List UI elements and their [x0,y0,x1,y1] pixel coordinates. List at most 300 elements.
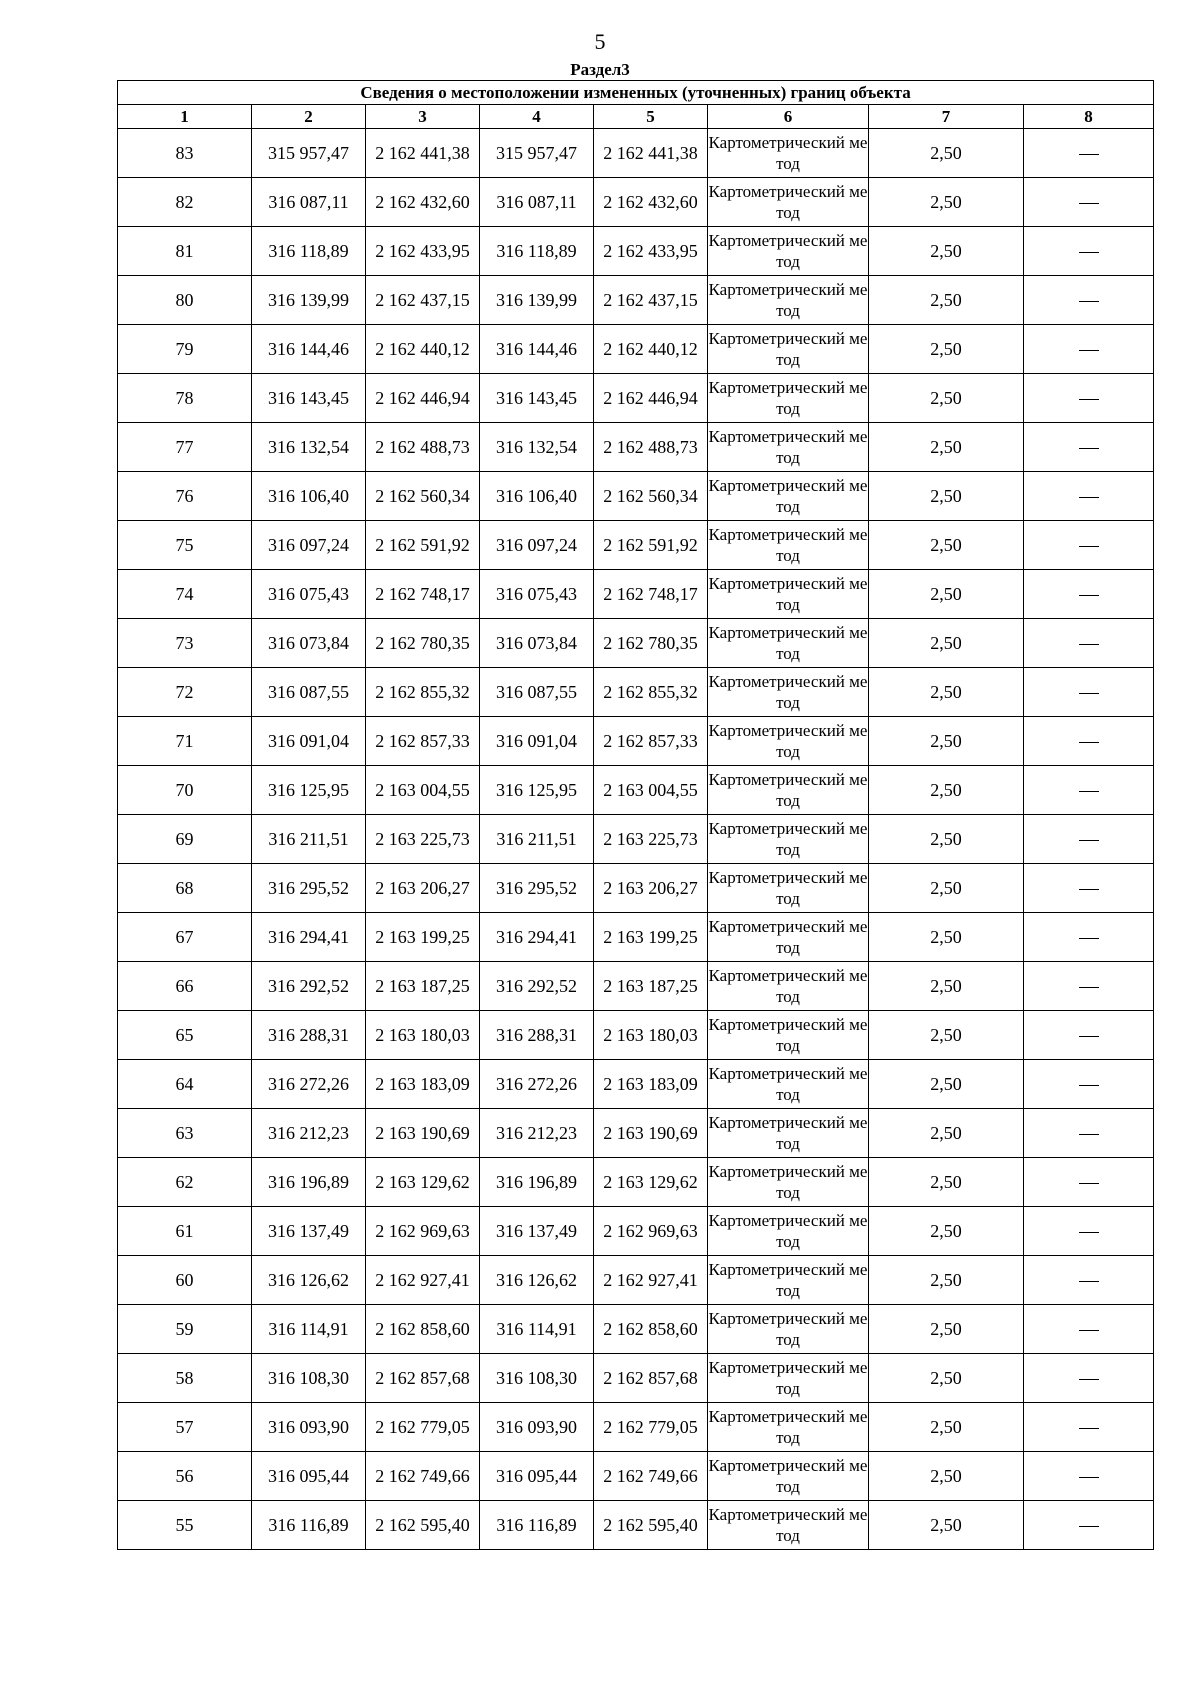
point-number-cell: 82 [118,178,252,227]
y-new-cell: 2 162 749,66 [594,1452,708,1501]
dash-mark [1079,791,1099,792]
method-cell: Картометрический метод [708,913,869,962]
y-new-cell: 2 162 488,73 [594,423,708,472]
x-new-cell: 316 095,44 [480,1452,594,1501]
x-new-cell: 316 091,04 [480,717,594,766]
dash-mark [1079,301,1099,302]
y-old-cell: 2 162 560,34 [366,472,480,521]
x-old-cell: 316 294,41 [252,913,366,962]
y-old-cell: 2 163 187,25 [366,962,480,1011]
y-old-cell: 2 163 206,27 [366,864,480,913]
y-new-cell: 2 162 969,63 [594,1207,708,1256]
column-header: 3 [366,105,480,129]
x-old-cell: 316 106,40 [252,472,366,521]
point-number-cell: 75 [118,521,252,570]
y-old-cell: 2 162 748,17 [366,570,480,619]
method-cell: Картометрический метод [708,423,869,472]
y-old-cell: 2 163 190,69 [366,1109,480,1158]
x-old-cell: 316 095,44 [252,1452,366,1501]
accuracy-cell: 2,50 [869,178,1024,227]
dash-mark [1079,742,1099,743]
y-old-cell: 2 162 595,40 [366,1501,480,1550]
point-number-cell: 63 [118,1109,252,1158]
y-old-cell: 2 162 927,41 [366,1256,480,1305]
description-cell [1024,864,1154,913]
y-new-cell: 2 162 591,92 [594,521,708,570]
description-cell [1024,374,1154,423]
table-row [118,717,1154,766]
table-row [118,374,1154,423]
point-number-cell: 72 [118,668,252,717]
y-old-cell: 2 162 857,68 [366,1354,480,1403]
table-row [118,1011,1154,1060]
x-old-cell: 316 144,46 [252,325,366,374]
accuracy-cell: 2,50 [869,1109,1024,1158]
dash-mark [1079,154,1099,155]
y-old-cell: 2 162 780,35 [366,619,480,668]
method-cell: Картометрический метод [708,276,869,325]
table-row [118,1305,1154,1354]
x-old-cell: 316 132,54 [252,423,366,472]
table-row [118,766,1154,815]
x-old-cell: 316 143,45 [252,374,366,423]
x-new-cell: 316 211,51 [480,815,594,864]
accuracy-cell: 2,50 [869,227,1024,276]
description-cell [1024,766,1154,815]
table-row [118,472,1154,521]
coordinates-table [117,80,1154,1550]
x-new-cell: 316 093,90 [480,1403,594,1452]
y-old-cell: 2 162 969,63 [366,1207,480,1256]
description-cell [1024,472,1154,521]
description-cell [1024,1256,1154,1305]
description-cell [1024,815,1154,864]
table-caption: Сведения о местоположении измененных (уточненных) границ объекта [118,81,1154,105]
description-cell [1024,1011,1154,1060]
x-new-cell: 316 097,24 [480,521,594,570]
dash-mark [1079,938,1099,939]
method-cell: Картометрический метод [708,962,869,1011]
method-cell: Картометрический метод [708,619,869,668]
point-number-cell: 64 [118,1060,252,1109]
method-cell: Картометрический метод [708,1011,869,1060]
dash-mark [1079,1036,1099,1037]
y-new-cell: 2 163 225,73 [594,815,708,864]
x-old-cell: 316 091,04 [252,717,366,766]
accuracy-cell: 2,50 [869,129,1024,178]
section-title: Раздел3 [570,60,630,79]
accuracy-cell: 2,50 [869,1060,1024,1109]
y-new-cell: 2 163 187,25 [594,962,708,1011]
dash-mark [1079,693,1099,694]
dash-mark [1079,1281,1099,1282]
column-header: 2 [252,105,366,129]
table-row [118,276,1154,325]
y-old-cell: 2 162 440,12 [366,325,480,374]
point-number-cell: 71 [118,717,252,766]
dash-mark [1079,1526,1099,1527]
method-cell: Картометрический метод [708,815,869,864]
table-row [118,1452,1154,1501]
table-row [118,1354,1154,1403]
method-cell: Картометрический метод [708,227,869,276]
description-cell [1024,521,1154,570]
method-cell: Картометрический метод [708,766,869,815]
table-row [118,1403,1154,1452]
accuracy-cell: 2,50 [869,913,1024,962]
dash-mark [1079,595,1099,596]
point-number-cell: 80 [118,276,252,325]
point-number-cell: 69 [118,815,252,864]
x-old-cell: 316 114,91 [252,1305,366,1354]
table-row [118,1109,1154,1158]
y-new-cell: 2 162 927,41 [594,1256,708,1305]
method-cell: Картометрический метод [708,472,869,521]
point-number-cell: 58 [118,1354,252,1403]
description-cell [1024,570,1154,619]
x-new-cell: 316 272,26 [480,1060,594,1109]
description-cell [1024,1207,1154,1256]
table-row [118,962,1154,1011]
point-number-cell: 61 [118,1207,252,1256]
method-cell: Картометрический метод [708,1354,869,1403]
table-row [118,913,1154,962]
method-cell: Картометрический метод [708,1207,869,1256]
x-new-cell: 316 114,91 [480,1305,594,1354]
point-number-cell: 83 [118,129,252,178]
accuracy-cell: 2,50 [869,276,1024,325]
accuracy-cell: 2,50 [869,668,1024,717]
y-new-cell: 2 162 857,68 [594,1354,708,1403]
accuracy-cell: 2,50 [869,1011,1024,1060]
description-cell [1024,619,1154,668]
accuracy-cell: 2,50 [869,472,1024,521]
x-old-cell: 316 093,90 [252,1403,366,1452]
table-row [118,1158,1154,1207]
table-body [118,129,1154,1550]
y-old-cell: 2 162 857,33 [366,717,480,766]
table-row [118,668,1154,717]
method-cell: Картометрический метод [708,1060,869,1109]
y-new-cell: 2 163 190,69 [594,1109,708,1158]
y-new-cell: 2 162 857,33 [594,717,708,766]
description-cell [1024,325,1154,374]
x-old-cell: 316 196,89 [252,1158,366,1207]
accuracy-cell: 2,50 [869,521,1024,570]
method-cell: Картометрический метод [708,717,869,766]
point-number-cell: 60 [118,1256,252,1305]
x-old-cell: 316 125,95 [252,766,366,815]
x-old-cell: 316 295,52 [252,864,366,913]
y-new-cell: 2 163 129,62 [594,1158,708,1207]
y-old-cell: 2 162 488,73 [366,423,480,472]
description-cell [1024,1158,1154,1207]
y-new-cell: 2 162 441,38 [594,129,708,178]
accuracy-cell: 2,50 [869,962,1024,1011]
y-old-cell: 2 162 858,60 [366,1305,480,1354]
method-cell: Картометрический метод [708,1501,869,1550]
accuracy-cell: 2,50 [869,1256,1024,1305]
dash-mark [1079,399,1099,400]
y-new-cell: 2 162 858,60 [594,1305,708,1354]
column-header: 5 [594,105,708,129]
description-cell [1024,178,1154,227]
dash-mark [1079,546,1099,547]
dash-mark [1079,1183,1099,1184]
x-old-cell: 316 211,51 [252,815,366,864]
x-old-cell: 316 288,31 [252,1011,366,1060]
accuracy-cell: 2,50 [869,717,1024,766]
accuracy-cell: 2,50 [869,374,1024,423]
description-cell [1024,1354,1154,1403]
method-cell: Картометрический метод [708,178,869,227]
table-row [118,1256,1154,1305]
table-row [118,1207,1154,1256]
y-old-cell: 2 162 433,95 [366,227,480,276]
table-row [118,864,1154,913]
x-new-cell: 316 125,95 [480,766,594,815]
dash-mark [1079,1428,1099,1429]
table-row [118,227,1154,276]
y-new-cell: 2 163 206,27 [594,864,708,913]
x-new-cell: 316 139,99 [480,276,594,325]
table-row [118,815,1154,864]
y-old-cell: 2 162 749,66 [366,1452,480,1501]
y-old-cell: 2 163 129,62 [366,1158,480,1207]
dash-mark [1079,1085,1099,1086]
description-cell [1024,717,1154,766]
x-old-cell: 316 292,52 [252,962,366,1011]
dash-mark [1079,987,1099,988]
description-cell [1024,1403,1154,1452]
accuracy-cell: 2,50 [869,1501,1024,1550]
x-old-cell: 316 075,43 [252,570,366,619]
accuracy-cell: 2,50 [869,1403,1024,1452]
y-old-cell: 2 162 446,94 [366,374,480,423]
method-cell: Картометрический метод [708,374,869,423]
y-old-cell: 2 163 004,55 [366,766,480,815]
x-new-cell: 316 087,55 [480,668,594,717]
x-old-cell: 316 087,55 [252,668,366,717]
point-number-cell: 79 [118,325,252,374]
dash-mark [1079,350,1099,351]
column-header: 7 [869,105,1024,129]
accuracy-cell: 2,50 [869,1354,1024,1403]
method-cell: Картометрический метод [708,521,869,570]
point-number-cell: 76 [118,472,252,521]
dash-mark [1079,1379,1099,1380]
table-row [118,178,1154,227]
dash-mark [1079,1134,1099,1135]
y-old-cell: 2 162 779,05 [366,1403,480,1452]
description-cell [1024,1060,1154,1109]
accuracy-cell: 2,50 [869,325,1024,374]
y-old-cell: 2 162 437,15 [366,276,480,325]
dash-mark [1079,644,1099,645]
method-cell: Картометрический метод [708,570,869,619]
x-new-cell: 316 075,43 [480,570,594,619]
y-new-cell: 2 162 560,34 [594,472,708,521]
method-cell: Картометрический метод [708,1256,869,1305]
y-new-cell: 2 162 780,35 [594,619,708,668]
x-new-cell: 316 116,89 [480,1501,594,1550]
column-number-row [118,105,1154,129]
x-old-cell: 316 272,26 [252,1060,366,1109]
x-new-cell: 316 295,52 [480,864,594,913]
method-cell: Картометрический метод [708,864,869,913]
description-cell [1024,962,1154,1011]
x-new-cell: 315 957,47 [480,129,594,178]
method-cell: Картометрический метод [708,1158,869,1207]
x-old-cell: 316 073,84 [252,619,366,668]
table-row [118,521,1154,570]
page-number: 5 [594,29,606,54]
y-old-cell: 2 163 199,25 [366,913,480,962]
description-cell [1024,276,1154,325]
accuracy-cell: 2,50 [869,815,1024,864]
column-header: 4 [480,105,594,129]
point-number-cell: 55 [118,1501,252,1550]
y-new-cell: 2 162 437,15 [594,276,708,325]
table-row [118,325,1154,374]
table-row [118,1501,1154,1550]
method-cell: Картометрический метод [708,325,869,374]
y-new-cell: 2 162 855,32 [594,668,708,717]
point-number-cell: 78 [118,374,252,423]
table-row [118,619,1154,668]
x-new-cell: 316 288,31 [480,1011,594,1060]
dash-mark [1079,448,1099,449]
x-old-cell: 316 097,24 [252,521,366,570]
x-new-cell: 316 132,54 [480,423,594,472]
accuracy-cell: 2,50 [869,423,1024,472]
y-old-cell: 2 162 432,60 [366,178,480,227]
accuracy-cell: 2,50 [869,1207,1024,1256]
accuracy-cell: 2,50 [869,570,1024,619]
accuracy-cell: 2,50 [869,1452,1024,1501]
x-new-cell: 316 126,62 [480,1256,594,1305]
point-number-cell: 73 [118,619,252,668]
description-cell [1024,1452,1154,1501]
method-cell: Картометрический метод [708,1109,869,1158]
x-old-cell: 316 126,62 [252,1256,366,1305]
method-cell: Картометрический метод [708,1452,869,1501]
accuracy-cell: 2,50 [869,1305,1024,1354]
column-header: 6 [708,105,869,129]
point-number-cell: 70 [118,766,252,815]
y-new-cell: 2 162 433,95 [594,227,708,276]
y-new-cell: 2 163 183,09 [594,1060,708,1109]
y-old-cell: 2 162 441,38 [366,129,480,178]
table-row [118,570,1154,619]
dash-mark [1079,203,1099,204]
table-row [118,423,1154,472]
method-cell: Картометрический метод [708,1403,869,1452]
accuracy-cell: 2,50 [869,766,1024,815]
x-old-cell: 316 108,30 [252,1354,366,1403]
dash-mark [1079,840,1099,841]
table-row [118,129,1154,178]
x-old-cell: 316 116,89 [252,1501,366,1550]
point-number-cell: 68 [118,864,252,913]
x-new-cell: 316 292,52 [480,962,594,1011]
point-number-cell: 65 [118,1011,252,1060]
description-cell [1024,668,1154,717]
y-old-cell: 2 163 225,73 [366,815,480,864]
point-number-cell: 59 [118,1305,252,1354]
description-cell [1024,423,1154,472]
description-cell [1024,1501,1154,1550]
x-new-cell: 316 137,49 [480,1207,594,1256]
x-new-cell: 316 196,89 [480,1158,594,1207]
point-number-cell: 56 [118,1452,252,1501]
y-old-cell: 2 162 855,32 [366,668,480,717]
dash-mark [1079,1330,1099,1331]
y-old-cell: 2 163 183,09 [366,1060,480,1109]
x-new-cell: 316 106,40 [480,472,594,521]
x-new-cell: 316 108,30 [480,1354,594,1403]
point-number-cell: 74 [118,570,252,619]
accuracy-cell: 2,50 [869,864,1024,913]
x-old-cell: 316 212,23 [252,1109,366,1158]
x-new-cell: 316 144,46 [480,325,594,374]
y-new-cell: 2 162 779,05 [594,1403,708,1452]
y-new-cell: 2 162 446,94 [594,374,708,423]
point-number-cell: 67 [118,913,252,962]
x-old-cell: 316 087,11 [252,178,366,227]
x-old-cell: 315 957,47 [252,129,366,178]
description-cell [1024,129,1154,178]
dash-mark [1079,889,1099,890]
y-old-cell: 2 162 591,92 [366,521,480,570]
method-cell: Картометрический метод [708,668,869,717]
column-header: 8 [1024,105,1154,129]
method-cell: Картометрический метод [708,129,869,178]
dash-mark [1079,1477,1099,1478]
column-header: 1 [118,105,252,129]
x-new-cell: 316 073,84 [480,619,594,668]
point-number-cell: 77 [118,423,252,472]
x-new-cell: 316 212,23 [480,1109,594,1158]
point-number-cell: 81 [118,227,252,276]
x-old-cell: 316 137,49 [252,1207,366,1256]
dash-mark [1079,252,1099,253]
accuracy-cell: 2,50 [869,1158,1024,1207]
point-number-cell: 66 [118,962,252,1011]
x-new-cell: 316 118,89 [480,227,594,276]
x-new-cell: 316 087,11 [480,178,594,227]
y-new-cell: 2 162 432,60 [594,178,708,227]
description-cell [1024,1305,1154,1354]
method-cell: Картометрический метод [708,1305,869,1354]
x-new-cell: 316 143,45 [480,374,594,423]
point-number-cell: 57 [118,1403,252,1452]
x-new-cell: 316 294,41 [480,913,594,962]
y-new-cell: 2 162 748,17 [594,570,708,619]
x-old-cell: 316 118,89 [252,227,366,276]
accuracy-cell: 2,50 [869,619,1024,668]
description-cell [1024,913,1154,962]
description-cell [1024,1109,1154,1158]
y-old-cell: 2 163 180,03 [366,1011,480,1060]
table-row [118,1060,1154,1109]
y-new-cell: 2 162 595,40 [594,1501,708,1550]
x-old-cell: 316 139,99 [252,276,366,325]
dash-mark [1079,1232,1099,1233]
description-cell [1024,227,1154,276]
dash-mark [1079,497,1099,498]
y-new-cell: 2 163 199,25 [594,913,708,962]
